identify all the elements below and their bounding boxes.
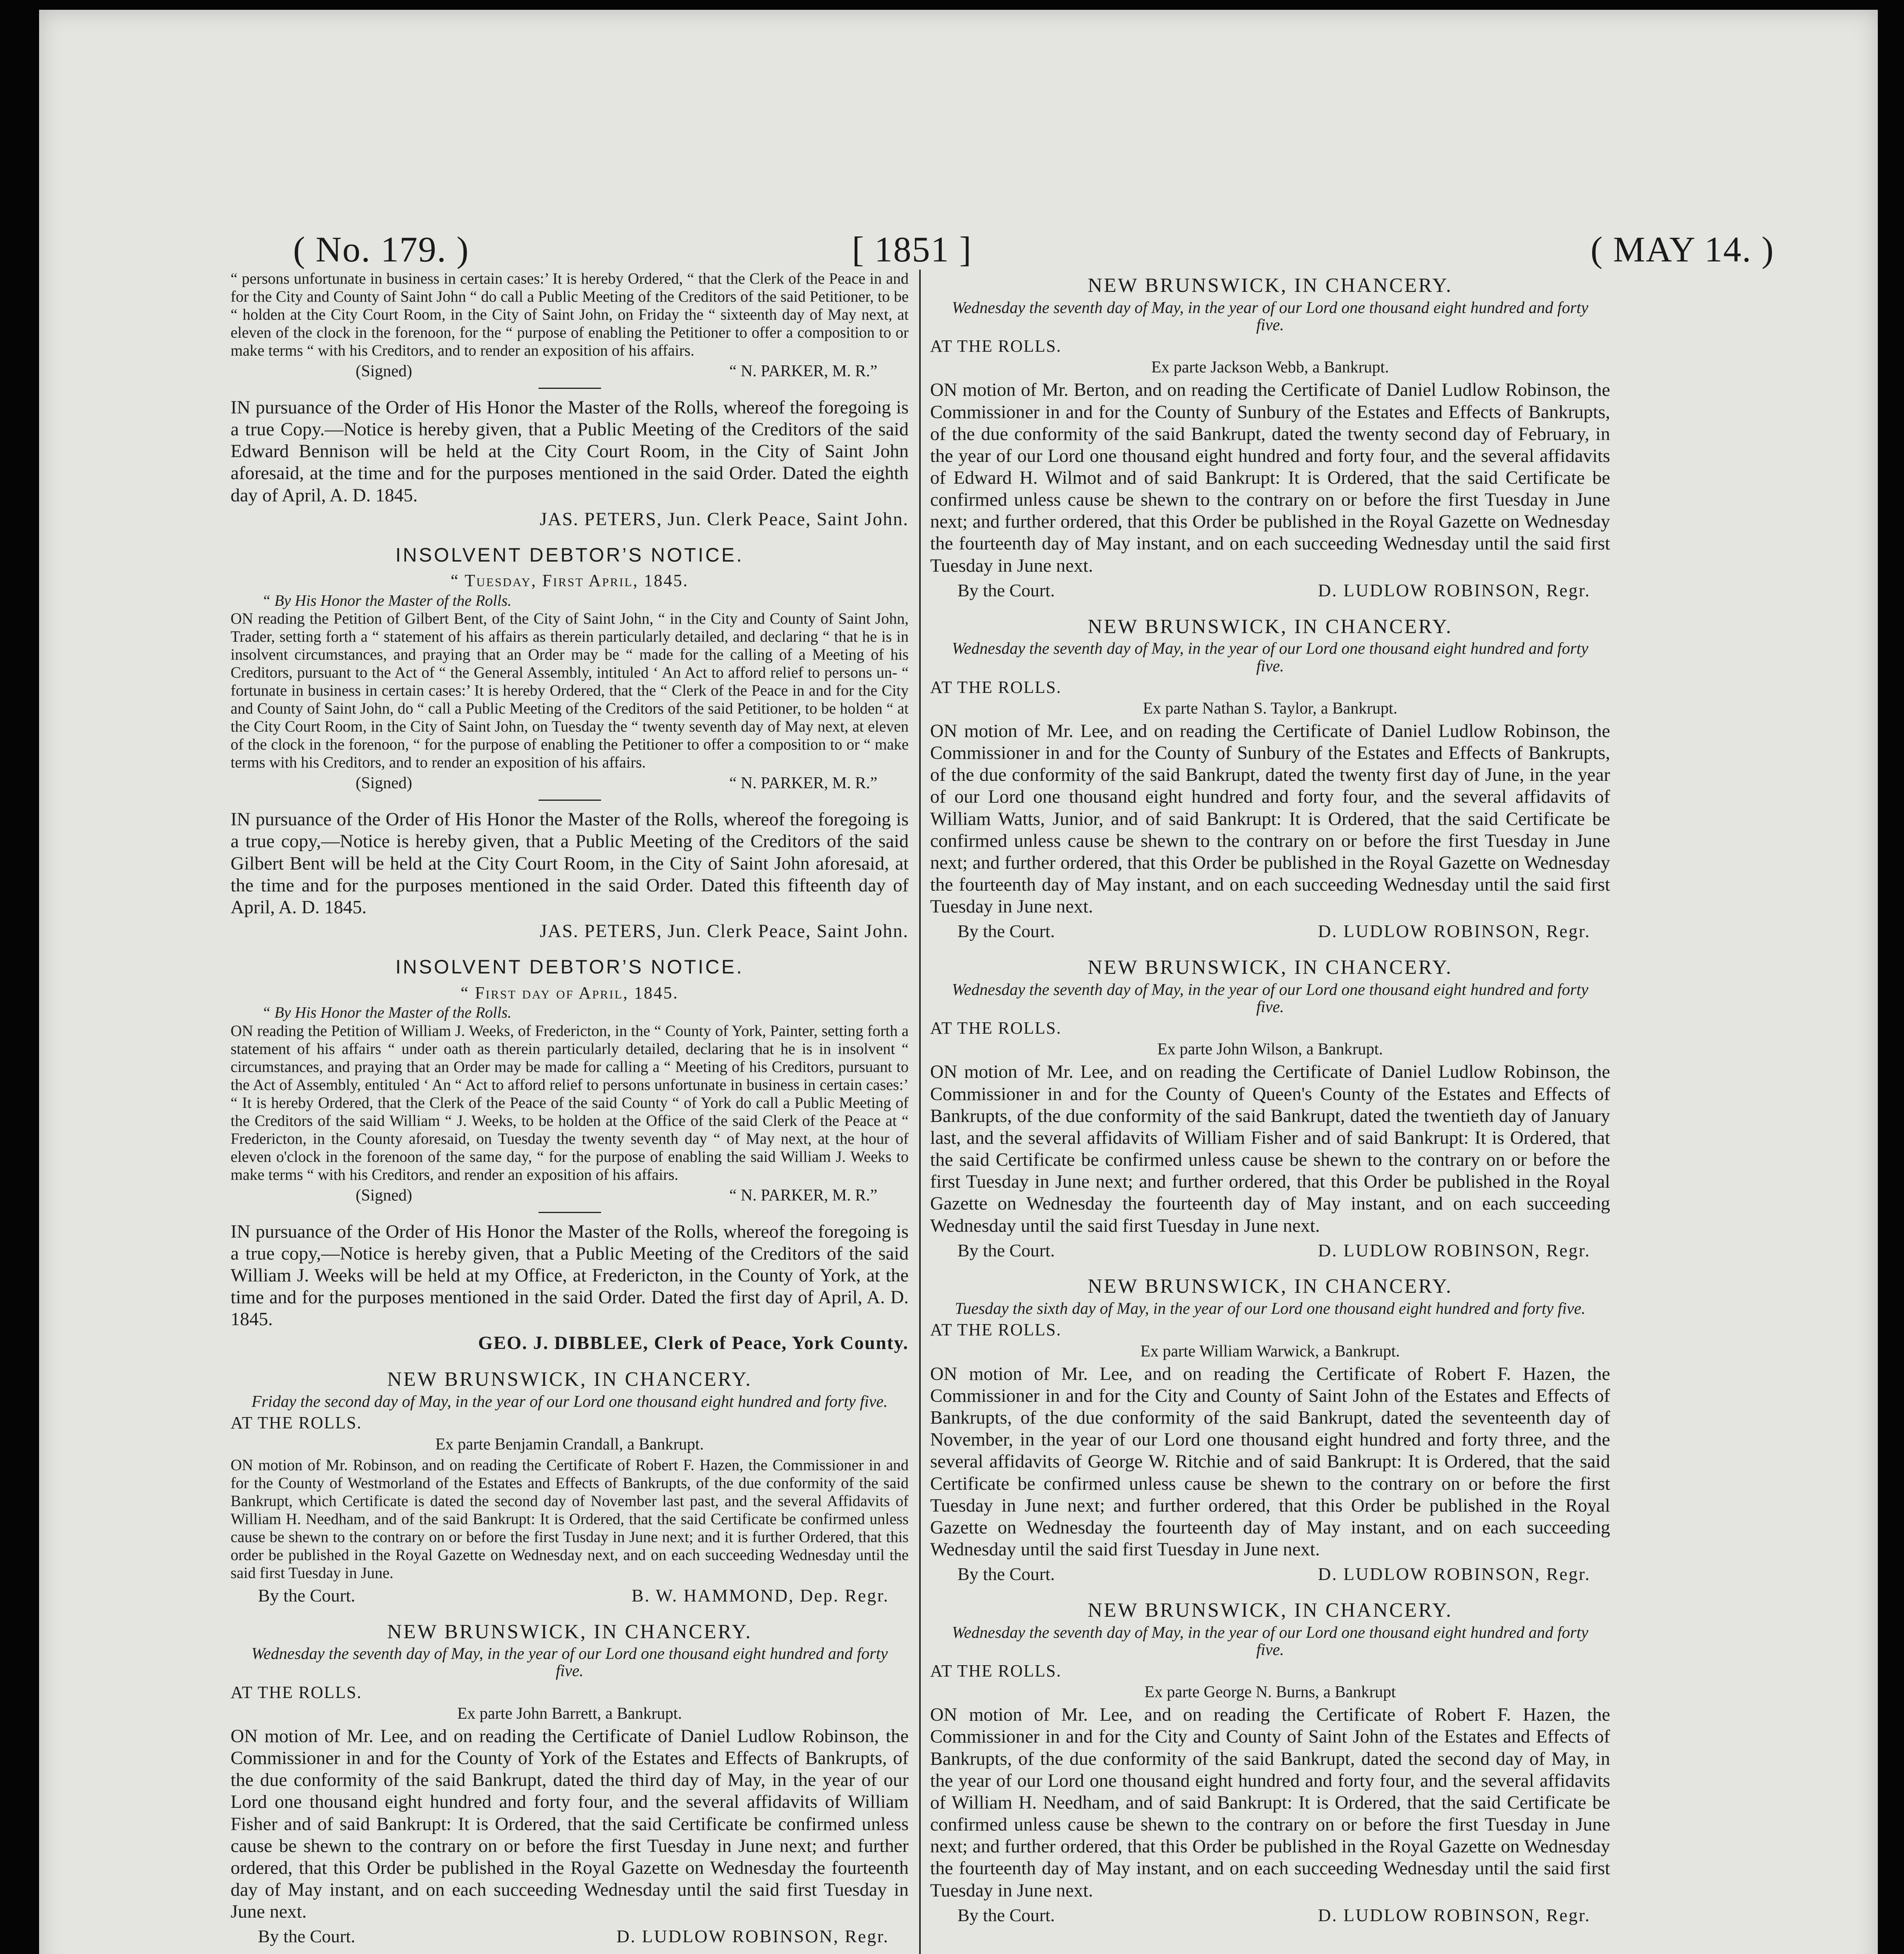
signed-label: (Signed) <box>356 362 412 380</box>
chancery-notice <box>930 274 1610 601</box>
by-the-court: By the Court. <box>957 1905 1055 1925</box>
separator-rule <box>539 1212 601 1213</box>
court-date: Friday the second day of May, in the year of our Lord one thousand eight hundred and forty five. <box>251 1393 888 1411</box>
registrar: D. LUDLOW ROBINSON, Regr. <box>1318 1564 1591 1584</box>
court-title: NEW BRUNSWICK, IN CHANCERY. <box>387 1620 752 1643</box>
signed-label: (Signed) <box>356 1186 412 1204</box>
right-column <box>930 270 1610 1939</box>
order-body: ON motion of Mr. Berton, and on reading the Certificate of Daniel Ludlow Robinson, the Commissioner in and for the County of Sunbury of the Estates and Effects of Bankrupts, of the due conformity of the said Bankrupt, dated the twenty second day of February, in the year of our Lord one thousand eight hundred and forty four, and the several affidavits of Edward H. Wilmot and of said Bankrupt: It is Ordered, that the said Certificate be confirmed unless cause be shewn to the contrary on or before the first Tuesday in June next; and further ordered, that this Order be published in the Royal Gazette on Wednesday the fourteenth day of May instant, and on each succeeding Wednesday until the said first Tuesday in June next. <box>930 379 1610 576</box>
ex-parte: Ex parte Nathan S. Taylor, a Bankrupt. <box>1143 699 1398 718</box>
signed-label: (Signed) <box>356 774 412 793</box>
notice-date: “ Tuesday, First April, 1845. <box>451 571 689 590</box>
court-signature <box>930 1905 1610 1926</box>
court-title: NEW BRUNSWICK, IN CHANCERY. <box>1088 956 1453 979</box>
order-body: ON motion of Mr. Lee, and on reading the Certificate of Robert F. Hazen, the Commissioner in and for the City and County of Saint John of the Estates and Effects of Bankrupts, of the due conformity of the said Bankrupt, dated the second day of May, in the year of our Lord one thousand eight hundred and forty four, and the several affidavits of William H. Needham, and of said Bankrupt: It is Ordered, that the said Certificate be confirmed unless cause be shewn to the contrary on or before the first Tuesday in June next; and further ordered, that this Order be published in the Royal Gazette on Wednesday the fourteenth day of May instant, and on each succeeding Wednesday until the said first Tuesday in June next. <box>930 1704 1610 1901</box>
order-body: ON motion of Mr. Robinson, and on reading the Certificate of Robert F. Hazen, the Commissioner in and for the County of Westmorland of the Estates and Effects of Bankrupts, of the due conformity of the said Bankrupt, which Certificate is dated the second day of November last past, and the several Affidavits of William H. Needham, and of the said Bankrupt: It is Ordered, that the said Certificate be confirmed unless cause be shewn to the contrary on or before the first Tusday in June next; and it is further Ordered, that this order be published in the Royal Gazette on Wednesday next, and on each succeeding Wednesday until the said first Tuesday in June. <box>231 1456 909 1582</box>
notice-heading: INSOLVENT DEBTOR’S NOTICE. <box>395 956 744 978</box>
registrar: B. W. HAMMOND, Dep. Regr. <box>632 1585 889 1605</box>
continued-notice <box>231 270 909 530</box>
by-the-court: By the Court. <box>957 1564 1055 1584</box>
column-divider <box>919 270 921 1954</box>
order-body: ON motion of Mr. Lee, and on reading the Certificate of Daniel Ludlow Robinson, the Commissioner in and for the County of York of the Estates and Effects of Bankrupts, of the due conformity of the said Bankrupt, dated the third day of May, in the year of our Lord one thousand eight hundred and forty four, and the several affidavits of William Fisher and of said Bankrupt: It is Ordered, that the said Certificate be confirmed unless cause be shewn to the contrary on or before the first Tuesday in June next; and further ordered, that this Order be published in the Royal Gazette on Wednesday the fourteenth day of May instant, and on each succeeding Wednesday until the said first Tuesday in June next. <box>231 1725 909 1922</box>
court-title: NEW BRUNSWICK, IN CHANCERY. <box>1088 1275 1453 1298</box>
signer: “ N. PARKER, M. R.” <box>729 362 877 380</box>
clerk-signature: JAS. PETERS, Jun. Clerk Peace, Saint John. <box>540 921 909 942</box>
court-date: Wednesday the seventh day of May, in the year of our Lord one thousand eight hundred and forty five. <box>952 981 1589 1016</box>
at-the-rolls: AT THE ROLLS. <box>930 1018 1062 1038</box>
chancery-notice <box>930 1598 1610 1926</box>
signature-line <box>231 362 909 381</box>
registrar: D. LUDLOW ROBINSON, Regr. <box>1318 1240 1591 1260</box>
chancery-notice <box>231 1367 909 1606</box>
signature-line <box>231 1186 909 1206</box>
chancery-notice <box>930 615 1610 943</box>
honor-line: “ By His Honor the Master of the Rolls. <box>262 591 512 609</box>
court-date: Wednesday the seventh day of May, in the year of our Lord one thousand eight hundred and forty five. <box>952 1623 1589 1659</box>
by-the-court: By the Court. <box>957 921 1055 941</box>
court-date: Wednesday the seventh day of May, in the year of our Lord one thousand eight hundred and forty five. <box>251 1645 888 1680</box>
pursuance-notice: IN pursuance of the Order of His Honor the Master of the Rolls, whereof the foregoing is a true copy,—Notice is hereby given, that a Public Meeting of the Creditors of the said Gilbert Bent will be held at the City Court Room, in the City of Saint John aforesaid, at the time and for the purposes mentioned in the said Order. Dated this fifteenth day of April, A. D. 1845. <box>231 809 909 918</box>
notice-date: “ First day of April, 1845. <box>460 983 679 1002</box>
court-title: NEW BRUNSWICK, IN CHANCERY. <box>387 1368 752 1391</box>
court-date: Wednesday the seventh day of May, in the year of our Lord one thousand eight hundred and forty five. <box>952 299 1589 334</box>
signer: “ N. PARKER, M. R.” <box>729 1186 877 1204</box>
order-body: ON motion of Mr. Lee, and on reading the Certificate of Daniel Ludlow Robinson, the Commissioner in and for the County of Sunbury of the Estates and Effects of Bankrupts, of the due conformity of the said Bankrupt, dated the twenty first day of June, in the year of our Lord one thousand eight hundred and forty four, and the several affidavits of William Watts, Junior, and of said Bankrupt: It is Ordered, that the said Certificate be confirmed unless cause be shewn to the contrary on or before the first Tuesday in June next; and further ordered, that this Order be published in the Royal Gazette on Wednesday the fourteenth day of May instant, and on each succeeding Wednesday until the said first Tuesday in June next. <box>930 720 1610 917</box>
left-column <box>231 270 909 1954</box>
pursuance-notice: IN pursuance of the Order of His Honor the Master of the Rolls, whereof the foregoing is a true copy,—Notice is hereby given, that a Public Meeting of the Creditors of the said William J. Weeks will be held at my Office, at Fredericton, in the County of York, at the time and for the purposes mentioned in the said Order. Dated the first day of April, A. D. 1845. <box>231 1221 909 1330</box>
court-title: NEW BRUNSWICK, IN CHANCERY. <box>1088 615 1453 638</box>
at-the-rolls: AT THE ROLLS. <box>930 1320 1062 1340</box>
court-signature <box>930 1564 1610 1585</box>
pursuance-notice: IN pursuance of the Order of His Honor the Master of the Rolls, whereof the foregoing is a true Copy.—Notice is hereby given, that a Public Meeting of the Creditors of the said Edward Bennison will be held at the City Court Room, in the City of Saint John aforesaid, at the time and for the purposes mentioned in the said Order. Dated the eighth day of April, A. D. 1845. <box>231 397 909 506</box>
court-date: Wednesday the seventh day of May, in the year of our Lord one thousand eight hundred and forty five. <box>952 640 1589 675</box>
chancery-notice <box>930 1274 1610 1585</box>
honor-line: “ By His Honor the Master of the Rolls. <box>262 1004 512 1022</box>
ex-parte: Ex parte Benjamin Crandall, a Bankrupt. <box>435 1435 704 1453</box>
chancery-notice <box>930 956 1610 1261</box>
separator-rule <box>539 800 601 801</box>
court-signature <box>930 921 1610 942</box>
by-the-court: By the Court. <box>258 1926 356 1947</box>
clerk-signature: JAS. PETERS, Jun. Clerk Peace, Saint John. <box>540 508 909 530</box>
at-the-rolls: AT THE ROLLS. <box>930 677 1062 697</box>
notice-body: ON reading the Petition of Gilbert Bent, of the City of Saint John, “ in the City and County of Saint John, Trader, setting forth a “ statement of his affairs as therein particularly detailed, and declaring “ that he is in insolvent circumstances, and praying that an Order may be “ made for the calling of a Meeting of his Creditors, pursuant to the Act of “ the General Assembly, intituled ‘ An Act to afford relief to persons un- “ fortunate in business in certain cases:’ It is hereby Ordered, that the “ Clerk of the Peace in and for the City and County of Saint John, do “ call a Public Meeting of the Creditors of the said Petitioner, to be holden “ at the City Court Room, in the City of Saint John, on Tuesday the “ twenty seventh day of May next, at eleven of the clock in the forenoon, “ for the purpose of enabling the Petitioner to offer a composition to or “ make terms with his Creditors, and to render an exposition of his affairs. <box>231 610 909 771</box>
page-year: [ 1851 ] <box>852 229 972 269</box>
ex-parte: Ex parte John Barrett, a Bankrupt. <box>457 1704 682 1723</box>
signer: “ N. PARKER, M. R.” <box>729 774 877 793</box>
ex-parte: Ex parte John Wilson, a Bankrupt. <box>1157 1040 1383 1059</box>
registrar: D. LUDLOW ROBINSON, Regr. <box>1318 580 1591 600</box>
order-body: ON motion of Mr. Lee, and on reading the Certificate of Daniel Ludlow Robinson, the Commissioner in and for the County of Queen's County of the Estates and Effects of Bankrupts, of the due conformity of the said Bankrupt, dated the twentieth day of January last, and the several affidavits of William Fisher and of said Bankrupt: It is Ordered, that the said Certificate be confirmed unless cause be shewn to the contrary on or before the first Tuesday in June next; and further ordered, that this Order be published in the Royal Gazette on Wednesday the fourteenth day of May instant, and on each succeeding Wednesday until the said first Tuesday in June next. <box>930 1061 1610 1236</box>
order-body: ON motion of Mr. Lee, and on reading the Certificate of Robert F. Hazen, the Commissioner in and for the City and County of Saint John of the Estates and Effects of Bankrupts, of the due conformity of the said Bankrupt, dated the seventeenth day of November, in the year of our Lord one thousand eight hundred and forty three, and the several affidavits of George W. Ritchie and of said Bankrupt: It is Ordered, that the said Certificate be confirmed unless cause be shewn to the contrary on or before the first Tuesday in June next; and further ordered, that this Order be published in the Royal Gazette on Wednesday the fourteenth day of May instant, and on each succeeding Wednesday until the said first Tuesday in June next. <box>930 1363 1610 1560</box>
signature-line <box>231 774 909 793</box>
registrar: D. LUDLOW ROBINSON, Regr. <box>1318 1905 1591 1925</box>
at-the-rolls: AT THE ROLLS. <box>231 1413 362 1433</box>
at-the-rolls: AT THE ROLLS. <box>930 336 1062 356</box>
court-signature <box>231 1585 909 1607</box>
ex-parte: Ex parte George N. Burns, a Bankrupt <box>1144 1683 1396 1702</box>
insolvent-notice <box>231 544 909 942</box>
insolvent-notice <box>231 956 909 1354</box>
at-the-rolls: AT THE ROLLS. <box>231 1682 362 1702</box>
court-date: Tuesday the sixth day of May, in the year of our Lord one thousand eight hundred and forty five. <box>955 1300 1585 1318</box>
notice-body: ON reading the Petition of William J. Weeks, of Fredericton, in the “ County of York, Painter, setting forth a statement of his affairs “ under oath as therein particularly detailed, declaring that he is in insolvent “ circumstances, and praying that an Order may be made for calling a “ Meeting of his Creditors, pursuant to the Act of Assembly, entituled ‘ An “ Act to afford relief to persons unfortunate in business in certain cases:’ “ It is hereby Ordered, that the Clerk of the Peace of the said County “ of York do call a Public Meeting of the Creditors of the said William “ J. Weeks, to be holden at the Office of the said Clerk of the Peace at “ Fredericton, in the County aforesaid, on Tuesday the twenty seventh day “ of May next, at the hour of eleven o'clock in the forenoon of the same day, “ for the purpose of enabling the said William J. Weeks to make terms “ with his Creditors, and render an exposition of his affairs. <box>231 1022 909 1183</box>
court-signature <box>231 1926 909 1947</box>
ex-parte: Ex parte Jackson Webb, a Bankrupt. <box>1151 358 1389 377</box>
by-the-court: By the Court. <box>957 1240 1055 1260</box>
page-date: ( MAY 14. ) <box>1591 229 1775 269</box>
notice-heading: INSOLVENT DEBTOR’S NOTICE. <box>395 544 744 566</box>
court-title: NEW BRUNSWICK, IN CHANCERY. <box>1088 1599 1453 1621</box>
court-signature <box>930 580 1610 601</box>
separator-rule <box>539 388 601 389</box>
registrar: D. LUDLOW ROBINSON, Regr. <box>616 1926 889 1947</box>
chancery-notice <box>231 1620 909 1948</box>
by-the-court: By the Court. <box>258 1585 356 1605</box>
at-the-rolls: AT THE ROLLS. <box>930 1661 1062 1680</box>
clerk-signature: GEO. J. DIBBLEE, Clerk of Peace, York County. <box>478 1333 909 1354</box>
registrar: D. LUDLOW ROBINSON, Regr. <box>1318 921 1591 941</box>
ex-parte: Ex parte William Warwick, a Bankrupt. <box>1140 1342 1400 1360</box>
notice-body: “ persons unfortunate in business in certain cases:’ It is hereby Ordered, “ that the Clerk of the Peace in and for the City and County of Saint John “ do call a Public Meeting of the Creditors of the said Petitioner, to be “ holden at the City Court Room, in the City of Saint John, on Friday the “ sixteenth day of May next, at eleven of the clock in the forenoon, for the “ purpose of enabling the Petitioner to offer a composition to or make terms “ with his Creditors, and to render an exposition of his affairs. <box>231 270 909 359</box>
court-signature <box>930 1240 1610 1262</box>
court-title: NEW BRUNSWICK, IN CHANCERY. <box>1088 274 1453 297</box>
by-the-court: By the Court. <box>957 580 1055 600</box>
page-number: ( No. 179. ) <box>293 229 469 269</box>
